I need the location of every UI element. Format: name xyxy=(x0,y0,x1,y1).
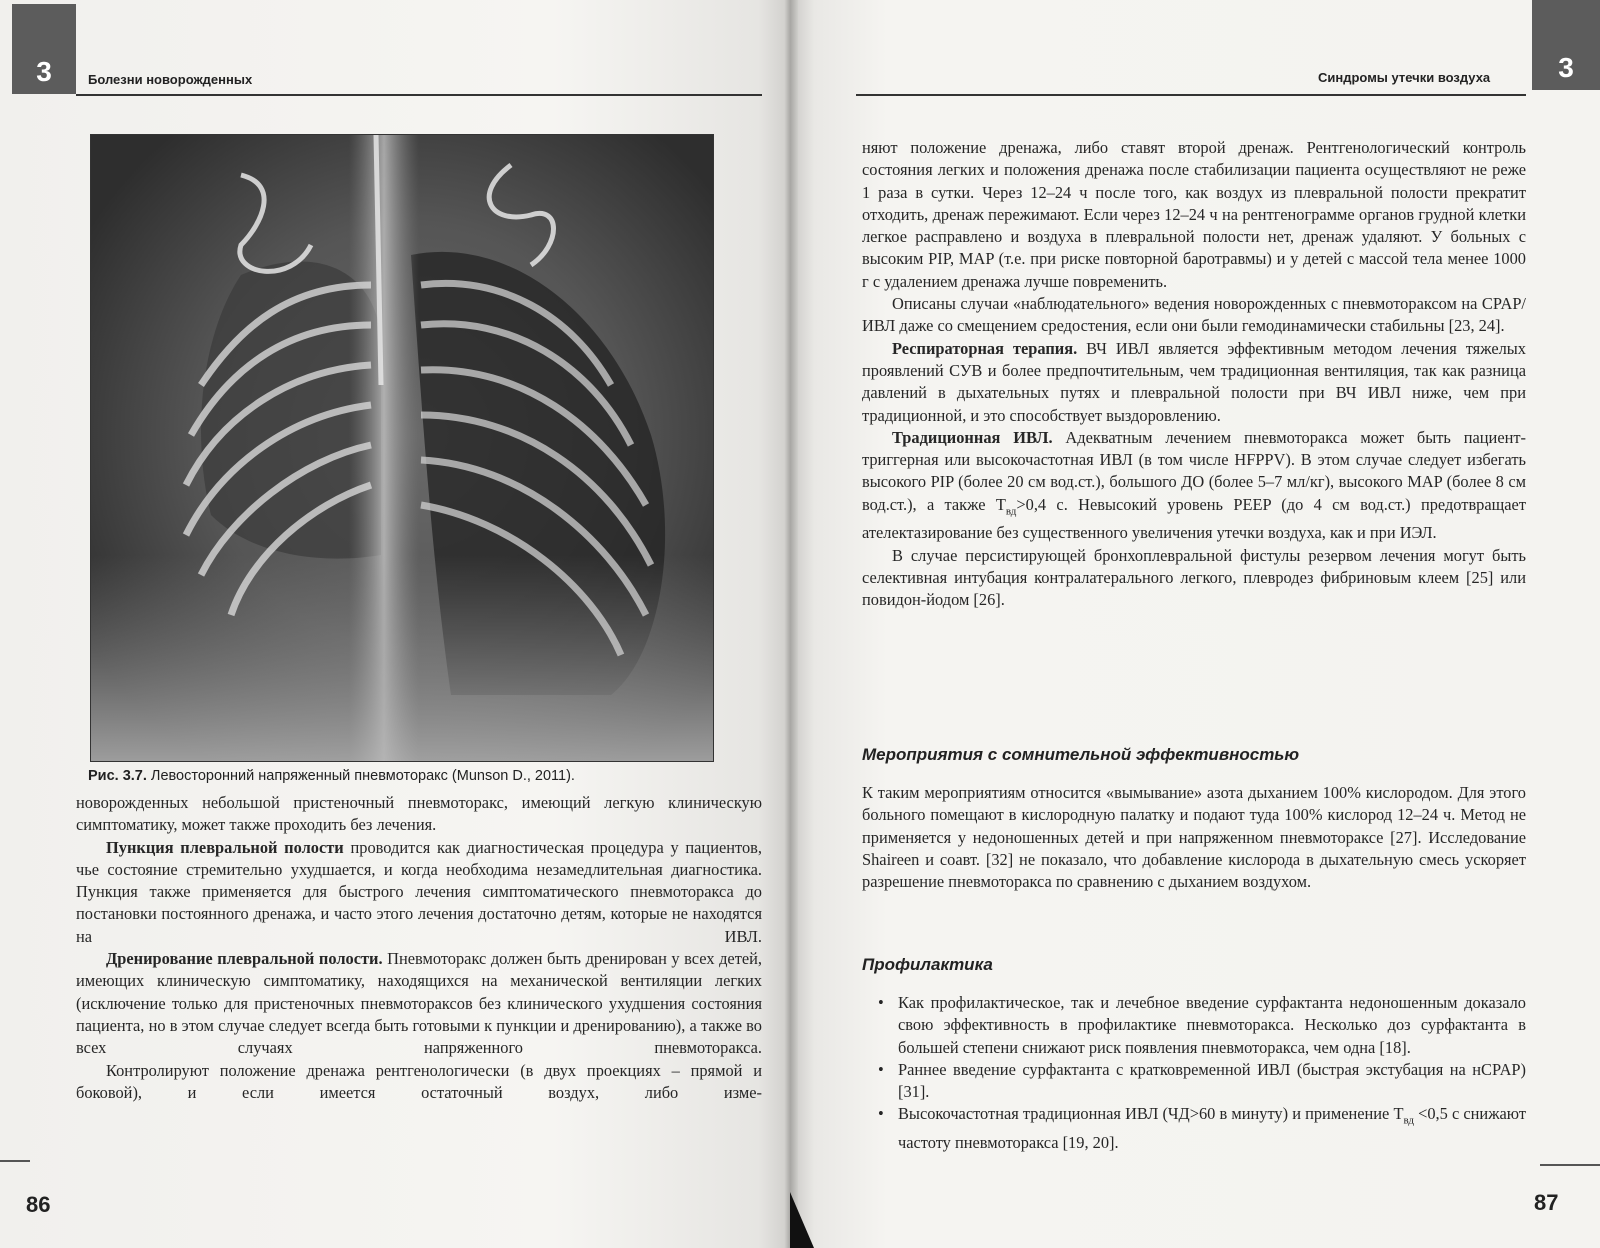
bullet-mark: • xyxy=(878,993,884,1012)
paragraph-text: проводится как диагностическая процедура у пациентов, чье состояние стремительно ухудшается, и когда необходима незамедлительная диагностика. Пункция также применяется для быстрого лечения симптоматического пневмоторакса до постановки постоянного дренажа, и часто этого лечения достаточно детям, которые не находятся на ИВЛ. xyxy=(76,837,762,946)
header-rule-left xyxy=(76,94,762,96)
section-text xyxy=(862,782,1526,893)
chest-xray-figure xyxy=(90,134,714,762)
term-bold: Дренирование плевральной полости. xyxy=(106,949,383,969)
right-body-text xyxy=(862,137,1526,612)
paragraph: Описаны случаи «наблюдательного» ведения новорожденных с пневмотораксом на CPAP/ИВЛ даже со смещением средостения, если они были гемодинамически стабильны [23, 24]. xyxy=(862,294,1526,336)
subscript: вд xyxy=(1403,1114,1414,1127)
subscript: вд xyxy=(1005,505,1017,518)
margin-tick-left xyxy=(0,1160,30,1162)
chapter-tab-left: 3 xyxy=(12,4,76,94)
figure-caption-text: Левосторонний напряженный пневмоторакс (Munson D., 2011). xyxy=(146,768,575,784)
left-body-text xyxy=(76,792,762,1104)
section-heading: Мероприятия с сомнительной эффективностью xyxy=(862,745,1300,764)
running-head-right: Синдромы утечки воздуха xyxy=(1318,70,1491,85)
book-gutter xyxy=(784,0,798,1248)
paragraph-text: Пневмоторакс должен быть дренирован у всех детей, имеющих клиническую симптоматику, находящихся на механической вентиляции легких (исключение только для пристеночных пневмотораксов без клинического ухудшения состояния пациента, но в этом случае следует всегда быть готовыми к пункции и дренированию), а также во всех случаях напряженного пневмоторакса. xyxy=(76,949,762,1058)
paragraph xyxy=(76,948,762,1059)
page-number-right: 87 xyxy=(1534,1190,1559,1215)
paragraph-text: >0,4 с. Невысокий уровень PEEP (до 4 см вод.ст.) предотвращает ателектазирование без существенного увеличения утечки воздуха, как и при ИЭЛ. xyxy=(862,494,1526,543)
prevention-list xyxy=(870,992,1526,1154)
list-item xyxy=(870,1059,1526,1104)
list-item-text: Раннее введение сурфактанта с кратковременной ИВЛ (быстрая экстубация на нCPAP) [31]. xyxy=(898,1059,1526,1102)
term-bold: Респираторная терапия. xyxy=(892,338,1078,358)
header-rule-right xyxy=(856,94,1526,96)
paragraph: Контролируют положение дренажа рентгенологически (в двух проекциях – прямой и боковой), и если имеется остаточный воздух, либо изме- xyxy=(76,1060,762,1102)
term-bold: Пункция плевральной полости xyxy=(106,837,344,857)
paragraph: В случае персистирующей бронхоплевральной фистулы резервом лечения могут быть селективная интубация контралатерального легкого, плевродез фибриновым клеем [25] или повидон-йодом [26]. xyxy=(862,545,1526,610)
figure-caption xyxy=(88,768,575,784)
chapter-tab-right: 3 xyxy=(1532,0,1600,90)
paragraph xyxy=(862,338,1526,427)
section-heading: Профилактика xyxy=(862,955,993,974)
paragraph: няют положение дренажа, либо ставят второй дренаж. Рентгенологический контроль состояния легких и положения дренажа после стабилизации пациента осуществляют не реже 1 раза в сутки. Через 12–24 ч после того, как воздух из плевральной полости прекратит отходить, дренаж пережимают. Если через 12–24 ч на рентгенограмме органов грудной клетки легкое расправлено и воздуха в плевральной полости нет, дренаж удаляют. У больных с высоким PIP, MAP (т.е. при риске повторной баротравмы) и у детей с массой тела менее 1000 г с удалением дренажа лучше повременить. xyxy=(862,138,1526,291)
bullet-mark: • xyxy=(878,1104,884,1124)
list-item xyxy=(870,1103,1526,1154)
list-item-text: Высокочастотная традиционная ИВЛ (ЧД>60 в минуту) и применение T xyxy=(898,1104,1404,1124)
paragraph-text: Адекватным лечением пневмоторакса может быть пациент-триггерная или высокочастотная ИВЛ (в том числе HFPPV). В этом случае следует избегать высокого PIP (более 20 см вод.ст.), большого ДО (более 5–7 мл/кг), высокого MAP (более 8 см вод.ст.), а также T xyxy=(862,427,1526,514)
paragraph xyxy=(862,427,1526,545)
list-item-text: Как профилактическое, так и лечебное введение сурфактанта недоношенным доказало свою эффективность в профилактике пневмоторакса. Несколько доз сурфактанта в большей степени снижают риск появления пневмоторакса, чем одна [18]. xyxy=(898,993,1526,1057)
bullet-mark: • xyxy=(878,1059,884,1079)
paragraph: К таким мероприятиям относится «вымывание» азота дыханием 100% кислородом. Для этого больного помещают в кислородную палатку и подают туда 100% кислород 12–24 ч. Метод не применяется у недоношенных детей и при напряженном пневмотораксе [27]. Исследование Shaireen и соавт. [32] не показало, что добавление кислорода в дыхательную смесь ускоряет разрешение пневмоторакса по сравнению с дыханием воздухом. xyxy=(862,783,1526,892)
paragraph xyxy=(76,837,762,948)
term-bold: Традиционная ИВЛ. xyxy=(892,427,1053,447)
margin-tick-right xyxy=(1540,1164,1600,1166)
running-head-left: Болезни новорожденных xyxy=(88,72,253,87)
paragraph-text: ВЧ ИВЛ является эффективным методом лечения тяжелых проявлений СУВ и более предпочтительным, чем традиционная вентиляция, так как разница давлений в дыхательных путях и плевральной полости при ВЧ ИВЛ ниже, чем при традиционной, и это способствует выздоровлению. xyxy=(862,338,1526,425)
list-item xyxy=(870,992,1526,1059)
figure-label: Рис. 3.7. xyxy=(88,768,147,784)
xray-image xyxy=(91,135,713,761)
list-item-text: <0,5 с снижают частоту пневмоторакса [19, 20]. xyxy=(898,1104,1526,1153)
page-number-left: 86 xyxy=(26,1192,51,1217)
paragraph: новорожденных небольшой пристеночный пневмоторакс, имеющий легкую клиническую симптоматику, может также проходить без лечения. xyxy=(76,793,762,835)
page-corner-shadow xyxy=(790,1192,814,1248)
